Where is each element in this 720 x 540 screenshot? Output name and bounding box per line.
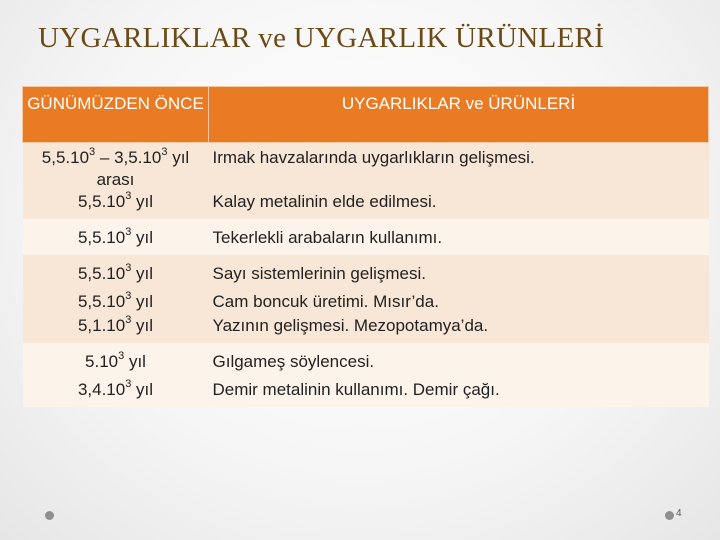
table-row	[23, 143, 709, 192]
table-row	[23, 313, 709, 343]
event-cell: Demir metalinin kullanımı. Demir çağı.	[209, 373, 709, 407]
table-row	[23, 343, 709, 373]
event-cell: Kalay metalinin elde edilmesi.	[209, 191, 709, 219]
table-row	[23, 191, 709, 219]
date-cell: 5,5.10$^3$ yıl	[23, 191, 209, 219]
table-row	[23, 285, 709, 313]
decorative-dot-left	[45, 511, 54, 520]
event-cell: Tekerlekli arabaların kullanımı.	[209, 219, 709, 255]
page-number: 4	[676, 508, 682, 519]
date-cell: 5,5.10$^3$ yıl	[23, 255, 209, 285]
column-header-date: GÜNÜMÜZDEN ÖNCE	[23, 87, 209, 143]
table-header-row	[23, 87, 709, 143]
event-cell: Irmak havzalarında uygarlıkların gelişmesi.	[209, 143, 709, 192]
date-cell: 5,5.10$^3$ yıl	[23, 219, 209, 255]
date-cell: 5,5.10$^3$ yıl	[23, 285, 209, 313]
table-row	[23, 373, 709, 407]
date-cell: 3,4.10$^3$ yıl	[23, 373, 209, 407]
event-cell: Gılgameş söylencesi.	[209, 343, 709, 373]
column-header-events: UYGARLIKLAR ve ÜRÜNLERİ	[209, 87, 709, 143]
table-row	[23, 255, 709, 285]
date-cell: 5,1.10$^3$ yıl	[23, 313, 209, 343]
decorative-dot-right	[665, 511, 674, 520]
slide-title: UYGARLIKLAR ve UYGARLIK ÜRÜNLERİ	[38, 22, 605, 54]
date-cell: 5.10$^3$ yıl	[23, 343, 209, 373]
table-row	[23, 219, 709, 255]
event-cell: Sayı sistemlerinin gelişmesi.	[209, 255, 709, 285]
event-cell: Yazının gelişmesi. Mezopotamya’da.	[209, 313, 709, 343]
date-cell: 5,5.10$^3$ – 3,5.10$^3$ yıl arası	[23, 143, 209, 192]
event-cell: Cam boncuk üretimi. Mısır’da.	[209, 285, 709, 313]
timeline-table	[22, 86, 709, 407]
